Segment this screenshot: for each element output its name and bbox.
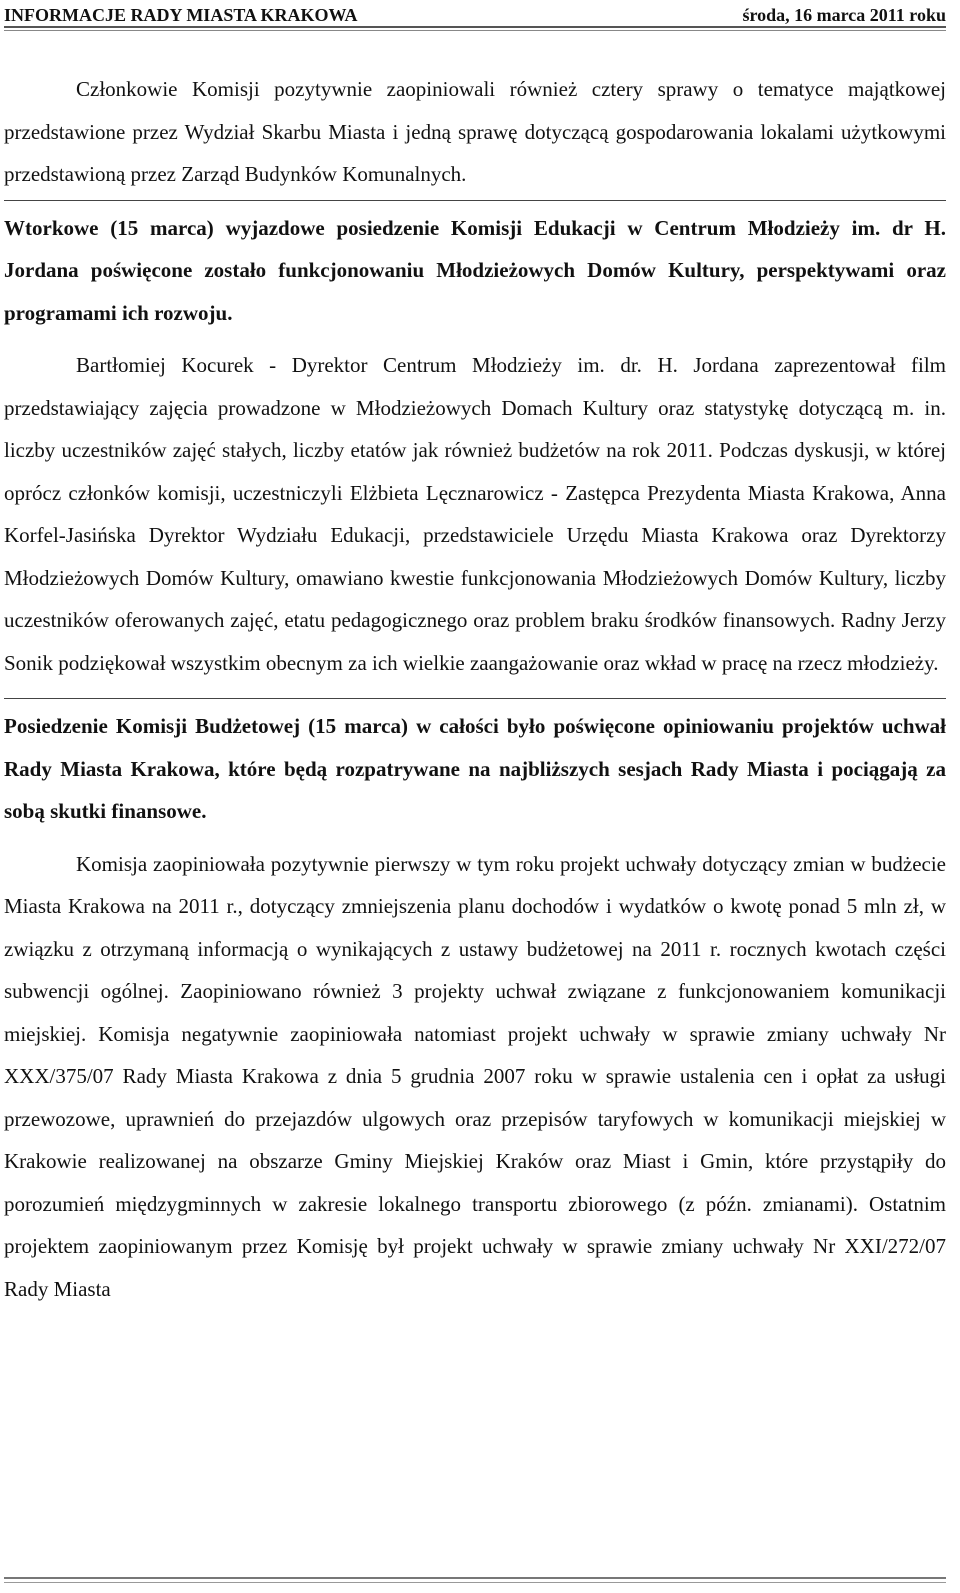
- header-divider: [4, 26, 946, 28]
- spacer: [4, 833, 946, 843]
- section-divider: [4, 200, 946, 201]
- heading-budget-committee: Posiedzenie Komisji Budżetowej (15 marca) w całości było poświęcone opiniowaniu projektów uchwał Rady Miasta Krakowa, które będą rozpatrywane na najbliższych sesjach Rady Miasta i pociągają za sobą skutki finansowe.: [4, 714, 946, 823]
- page-header: [4, 0, 946, 26]
- footer-divider: [4, 1577, 946, 1579]
- document-body: [4, 68, 946, 1310]
- paragraph-property-matters: Członkowie Komisji pozytywnie zaopiniowali również cztery sprawy o tematyce majątkowej przedstawione przez Wydział Skarbu Miasta i jedną sprawę dotyczącą gospodarowania lokalami użytkowymi przedstawioną przez Zarząd Budynków Komunalnych.: [4, 77, 946, 186]
- footer-divider-thin: [4, 1582, 946, 1583]
- paragraph-youth-centre: Bartłomiej Kocurek - Dyrektor Centrum Młodzieży im. dr. H. Jordana zaprezentował film przedstawiający zajęcia prowadzone w Młodzieżowych Domach Kultury oraz statystykę dotyczącą m. in. liczby uczestników zajęć stałych, liczby etatów jak również budżetów na rok 2011. Podczas dyskusji, w której oprócz członków komisji, uczestniczyli Elżbieta Lęcznarowicz - Zastępca Prezydenta Miasta Krakowa, Anna Korfel-Jasińska Dyrektor Wydziału Edukacji, przedstawiciele Urzędu Miasta Krakowa oraz Dyrektorzy Młodzieżowych Domów Kultury, omawiano kwestie funkcjonowania Młodzieżowych Domów Kultury, liczby uczestników oferowanych zajęć, etatu pedagogicznego oraz problem braku środków finansowych. Radny Jerzy Sonik podziękował wszystkim obecnym za ich wielkie zaangażowanie oraz wkład w pracę na rzecz młodzieży.: [4, 353, 946, 675]
- spacer: [4, 684, 946, 694]
- heading-education-committee: Wtorkowe (15 marca) wyjazdowe posiedzenie Komisji Edukacji w Centrum Młodzieży im. dr H. Jordana poświęcone zostało funkcjonowaniu Młodzieżowych Domów Kultury, perspektywami oraz programami ich rozwoju.: [4, 215, 946, 325]
- spacer: [4, 334, 946, 344]
- section-divider: [4, 698, 946, 699]
- header-date: środa, 16 marca 2011 roku: [742, 5, 946, 25]
- header-divider-thin: [4, 30, 946, 31]
- paragraph-budget-opinions: Komisja zaopiniowała pozytywnie pierwszy w tym roku projekt uchwały dotyczący zmian w budżecie Miasta Krakowa na 2011 r., dotyczący zmniejszenia planu dochodów i wydatków o kwotę ponad 5 mln zł, w związku z otrzymaną informacją o wynikających z ustawy budżetowej na 2011 r. rocznych kwotach części subwencji ogólnej. Zaopiniowano również 3 projekty uchwał związane z funkcjonowaniem komunikacji miejskiej. Komisja negatywnie zaopiniowała natomiast projekt uchwały w sprawie zmiany uchwały Nr XXX/375/07 Rady Miasta Krakowa z dnia 5 grudnia 2007 roku w sprawie ustalenia cen i opłat za usługi przewozowe, uprawnień do przejazdów ulgowych oraz przepisów taryfowych w komunikacji miejskiej w Krakowie realizowanej na obszarze Gminy Miejskiej Kraków oraz Miast i Gmin, które przystąpiły do porozumień międzygminnych w zakresie lokalnego transportu zbiorowego (z późn. zmianami). Ostatnim projektem zaopiniowanym przez Komisję był projekt uchwały w sprawie zmiany uchwały Nr XXI/272/07 Rady Miasta: [4, 851, 946, 1301]
- header-publication-title: INFORMACJE RADY MIASTA KRAKOWA: [4, 5, 358, 25]
